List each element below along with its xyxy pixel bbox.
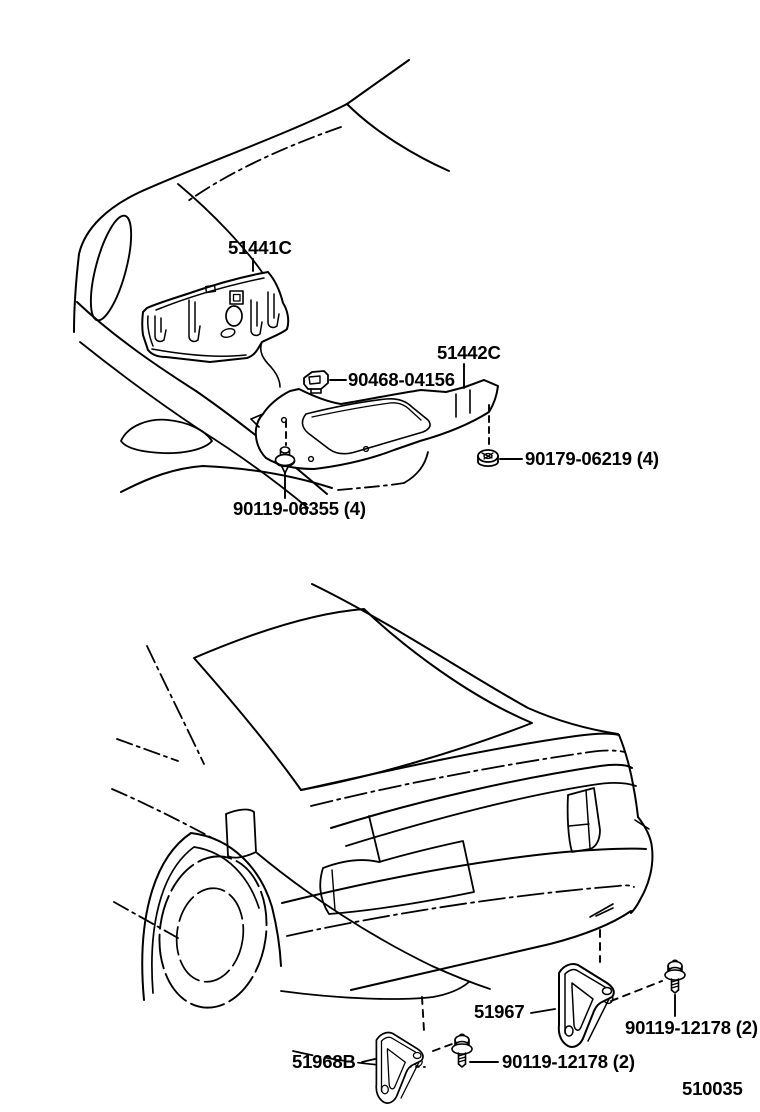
bolt-icon-lower [452,1034,472,1067]
nut-icon [478,450,498,466]
fog-lamp-recess [121,420,212,453]
part-label-bolt-right: 90119-12178 (2) [625,1017,758,1038]
part-label-51442C: 51442C [437,342,501,363]
part-label-51441C: 51441C [228,237,292,258]
leader-51968B [362,1059,375,1062]
part-label-screw: 90119-06355 (4) [233,498,366,519]
clip-icon [304,371,328,393]
bumper-arrow-detail [590,904,613,917]
figure-number: 510035 [682,1078,743,1099]
part-label-bolt-lower: 90119-12178 (2) [502,1051,635,1072]
bolt-icon-right [665,960,685,993]
rear-windshield [194,609,532,790]
part-label-51968B: 51968B [292,1051,356,1072]
bracket-51967-drawing [559,964,614,1047]
dashed-51967-to-bolt [611,981,662,1001]
leader-51967 [531,1009,555,1013]
taillight-right [568,788,600,852]
part-label-nut: 90179-06219 (4) [525,448,659,469]
bracket-51968B-drawing [376,1033,423,1104]
dashed-bumper-to-51968B [422,997,424,1031]
wheel-arch [142,833,281,1000]
fuel-door [226,810,256,858]
part-label-51967: 51967 [474,1001,525,1022]
wheel-rim [171,884,249,986]
rear-leader-lines [362,930,675,1062]
part-label-clip: 90468-04156 [348,369,455,390]
dashed-51968B-to-bolt [433,1044,452,1051]
